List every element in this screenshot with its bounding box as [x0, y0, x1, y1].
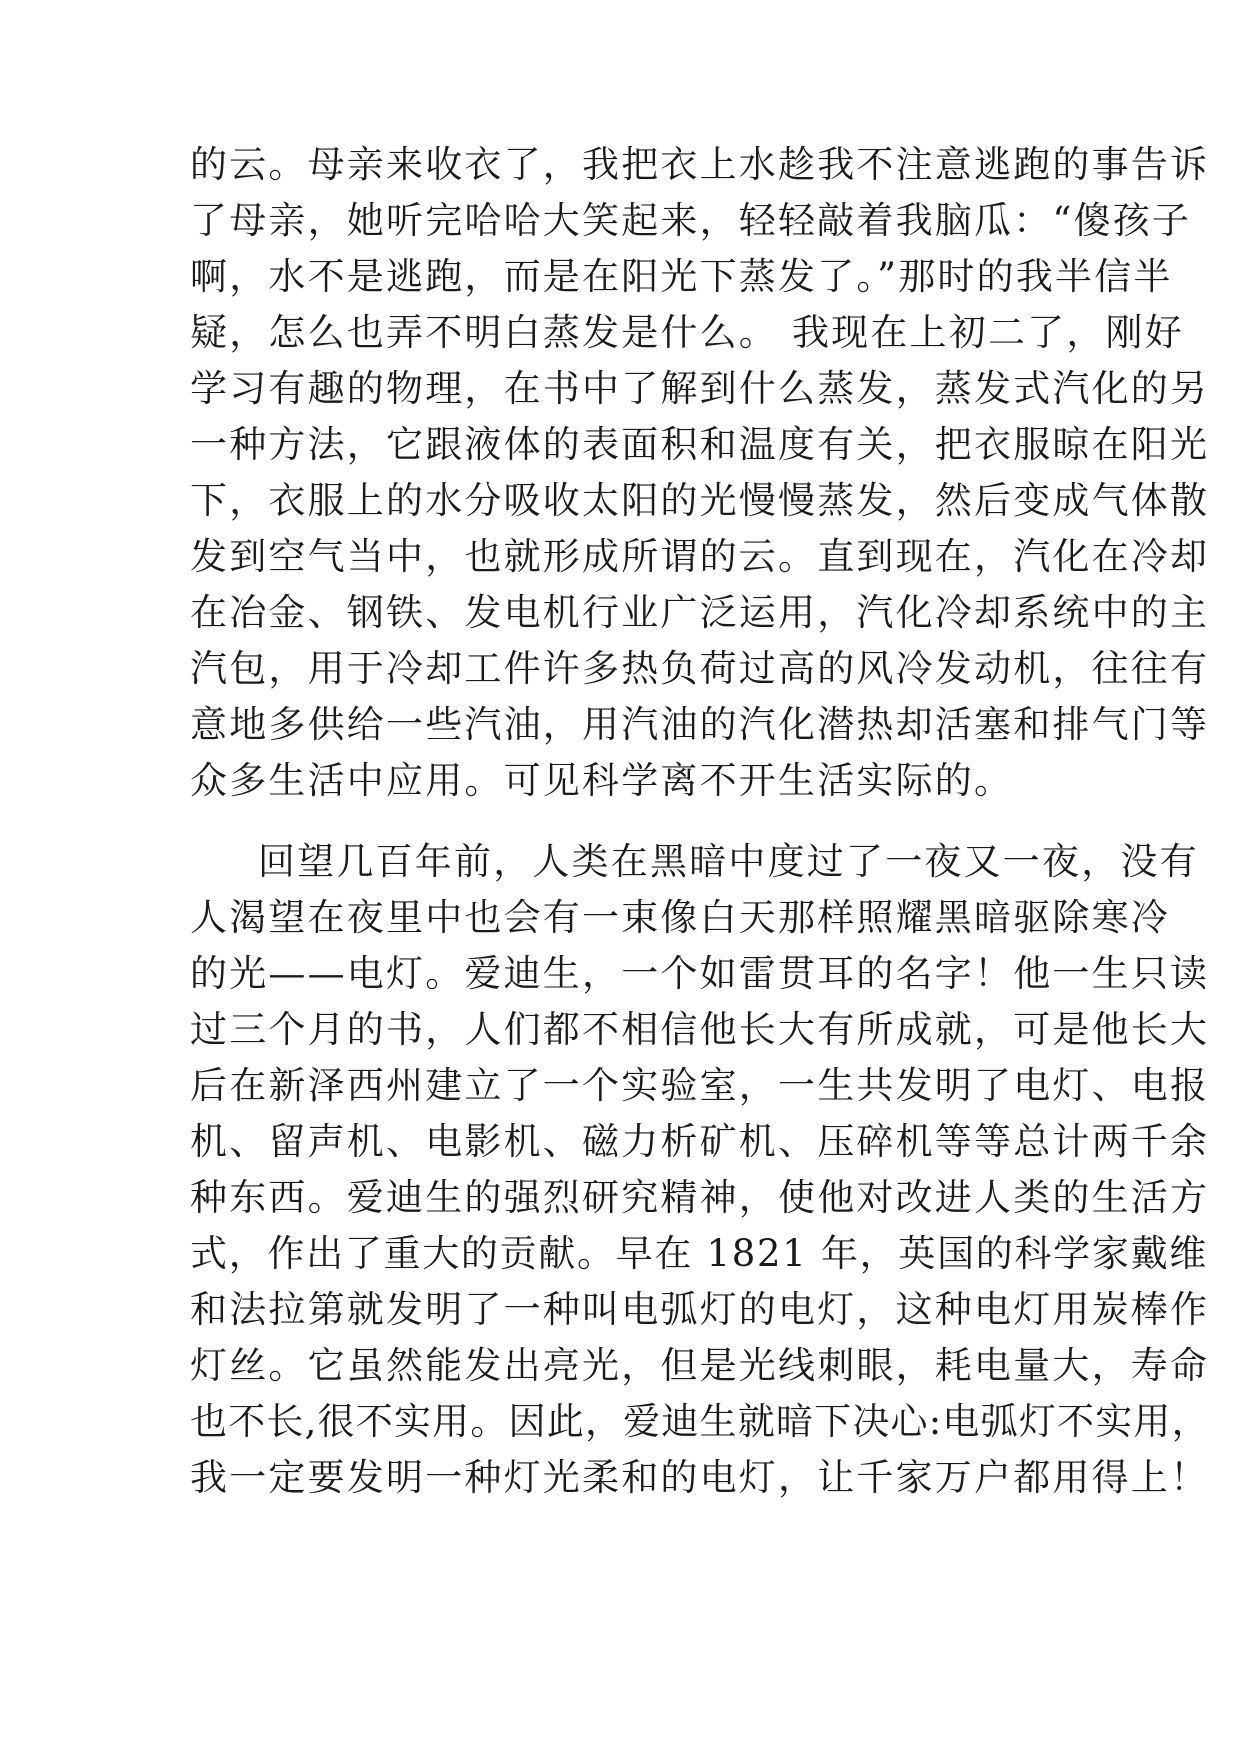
text-line: 灯丝。它虽然能发出亮光，但是光线刺眼，耗电量大，寿命 [190, 1344, 1210, 1387]
text-line: 学习有趣的物理，在书中了解到什么蒸发，蒸发式汽化的另 [190, 367, 1210, 410]
text-line: 我一定要发明一种灯光柔和的电灯，让千家万户都用得上！ [190, 1456, 1210, 1499]
text-line: 啊，水不是逃跑，而是在阳光下蒸发了。”那时的我半信半 [190, 255, 1173, 298]
text-line: 过三个月的书，人们都不相信他长大有所成就，可是他长大 [190, 1008, 1210, 1051]
text-line: 和法拉第就发明了一种叫电弧灯的电灯，这种电灯用炭棒作 [190, 1288, 1210, 1331]
text-line: 人渴望在夜里中也会有一束像白天那样照耀黑暗驱除寒冷 [190, 896, 1170, 939]
text-line: 了母亲，她听完哈哈大笑起来，轻轻敲着我脑瓜：“傻孩子 [190, 199, 1192, 242]
text-line: 机、留声机、电影机、磁力析矿机、压碎机等等总计两千余 [190, 1120, 1210, 1163]
text-line: 疑，怎么也弄不明白蒸发是什么。 我现在上初二了，刚好 [190, 311, 1184, 354]
text-line: 一种方法，它跟液体的表面积和温度有关，把衣服晾在阳光 [190, 423, 1210, 466]
text-line: 回望几百年前，人类在黑暗中度过了一夜又一夜，没有 [258, 840, 1199, 883]
text-line: 的云。母亲来收衣了，我把衣上水趁我不注意逃跑的事告诉 [190, 143, 1210, 186]
text-line: 意地多供给一些汽油，用汽油的汽化潜热却活塞和排气门等 [190, 703, 1210, 746]
text-line: 式，作出了重大的贡献。早在 1821 年，英国的科学家戴维 [190, 1232, 1208, 1275]
text-line: 众多生活中应用。可见科学离不开生活实际的。 [190, 759, 1014, 802]
text-line: 的光——电灯。爱迪生，一个如雷贯耳的名字！他一生只读 [190, 952, 1210, 995]
text-line: 种东西。爱迪生的强烈研究精神，使他对改进人类的生活方 [190, 1176, 1210, 1219]
text-line: 也不长,很不实用。因此，爱迪生就暗下决心:电弧灯不实用， [190, 1400, 1210, 1443]
text-line: 汽包，用于冷却工件许多热负荷过高的风冷发动机，往往有 [190, 647, 1210, 690]
text-line: 在冶金、钢铁、发电机行业广泛运用，汽化冷却系统中的主 [190, 591, 1210, 634]
text-line: 下，衣服上的水分吸收太阳的光慢慢蒸发，然后变成气体散 [190, 479, 1210, 522]
text-line: 发到空气当中，也就形成所谓的云。直到现在，汽化在冷却 [190, 535, 1210, 578]
text-line: 后在新泽西州建立了一个实验室，一生共发明了电灯、电报 [190, 1064, 1210, 1107]
